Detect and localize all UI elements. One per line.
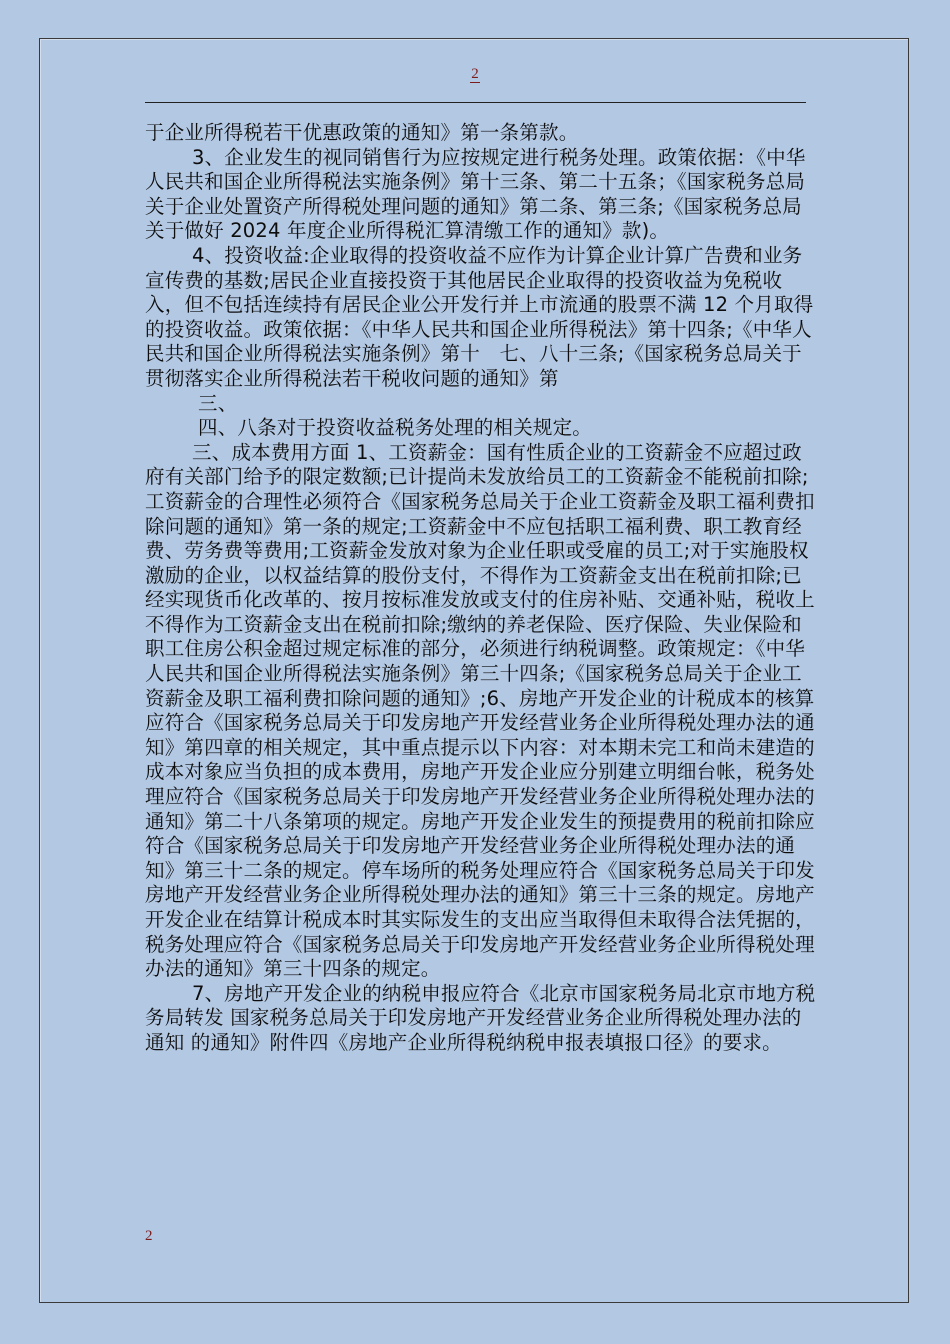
footer-page-number: 2 xyxy=(145,1228,153,1244)
document-body xyxy=(145,121,817,1056)
header-page-number: 2 xyxy=(471,66,479,82)
paragraph: 4、投资收益:企业取得的投资收益不应作为计算企业计算广告费和业务宣传费的基数;居民企业直接投资于其他居民企业取得的投资收益为免税收入，但不包括连续持有居民企业公开发行并上市流通的股票不满 12 个月取得的投资收益。政策依据：《中华人民共和国企业所得税法》第十四条;《中华人民共和国企业所得税法实施条例》第十 七、八十三条;《国家税务总局关于贯彻落实企业所得税法若干税收问题的通知》第 xyxy=(145,243,814,390)
paragraph: 7、房地产开发企业的纳税申报应符合《北京市国家税务局北京市地方税务局转发 国家税务总局关于印发房地产开发经营业务企业所得税处理办法的通知 的通知》附件四《房地产企业所得税纳税申报表填报口径》的要求。 xyxy=(145,981,816,1054)
header-rule xyxy=(145,102,806,103)
paragraph: 3、企业发生的视同销售行为应按规定进行税务处理。政策依据：《中华人民共和国企业所得税法实施条例》第十三条、第二十五条；《国家税务总局关于企业处置资产所得税处理问题的通知》第二条、第三条;《国家税务总局关于做好 2024 年度企业所得税汇算清缴工作的通知》款)。 xyxy=(145,145,806,243)
paragraph: 三、成本费用方面 1、工资薪金：国有性质企业的工资薪金不应超过政府有关部门给予的限定数额;已计提尚未发放给员工的工资薪金不能税前扣除;工资薪金的合理性必须符合《国家税务总局关于企业工资薪金及职工福利费扣除问题的通知》第一条的规定;工资薪金中不应包括职工福利费、职工教育经费、劳务费等费用;工资薪金发放对象为企业任职或受雇的员工;对于实施股权激励的企业，以权益结算的股份支付，不得作为工资薪金支出在税前扣除;已经实现货币化改革的、按月按标准发放或支付的住房补贴、交通补贴，税收上不得作为工资薪金支出在税前扣除;缴纳的养老保险、医疗保险、失业保险和职工住房公积金超过规定标准的部分，必须进行纳税调整。政策规定：《中华人民共和国企业所得税法实施条例》第三十四条;《国家税务总局关于企业工资薪金及职工福利费扣除问题的通知》;6、房地产开发企业的计税成本的核算应符合《国家税务总局关于印发房地产开发经营业务企业所得税处理办法的通知》第四章的相关规定，其中重点提示以下内容：对本期未完工和尚未建造的成本对象应当负担的成本费用，房地产开发企业应分别建立明细台帐，税务处理应符合《国家税务总局关于印发房地产开发经营业务企业所得税处理办法的通知》第二十八条第项的规定。房地产开发企业发生的预提费用的税前扣除应符合《国家税务总局关于印发房地产开发经营业务企业所得税处理办法的通知》第三十二条的规定。停车场所的税务处理应符合《国家税务总局关于印发房地产开发经营业务企业所得税处理办法的通知》第三十三条的规定。房地产开发企业在结算计税成本时其实际发生的支出应当取得但未取得合法凭据的，税务处理应符合《国家税务总局关于印发房地产开发经营业务企业所得税处理办法的通知》第三十四条的规定。 xyxy=(145,440,815,981)
paragraph: 三、 xyxy=(198,391,238,415)
paragraph: 于企业所得税若干优惠政策的通知》第一条第款。 xyxy=(145,121,579,144)
paragraph: 四、八条对于投资收益税务处理的相关规定。 xyxy=(198,416,593,440)
